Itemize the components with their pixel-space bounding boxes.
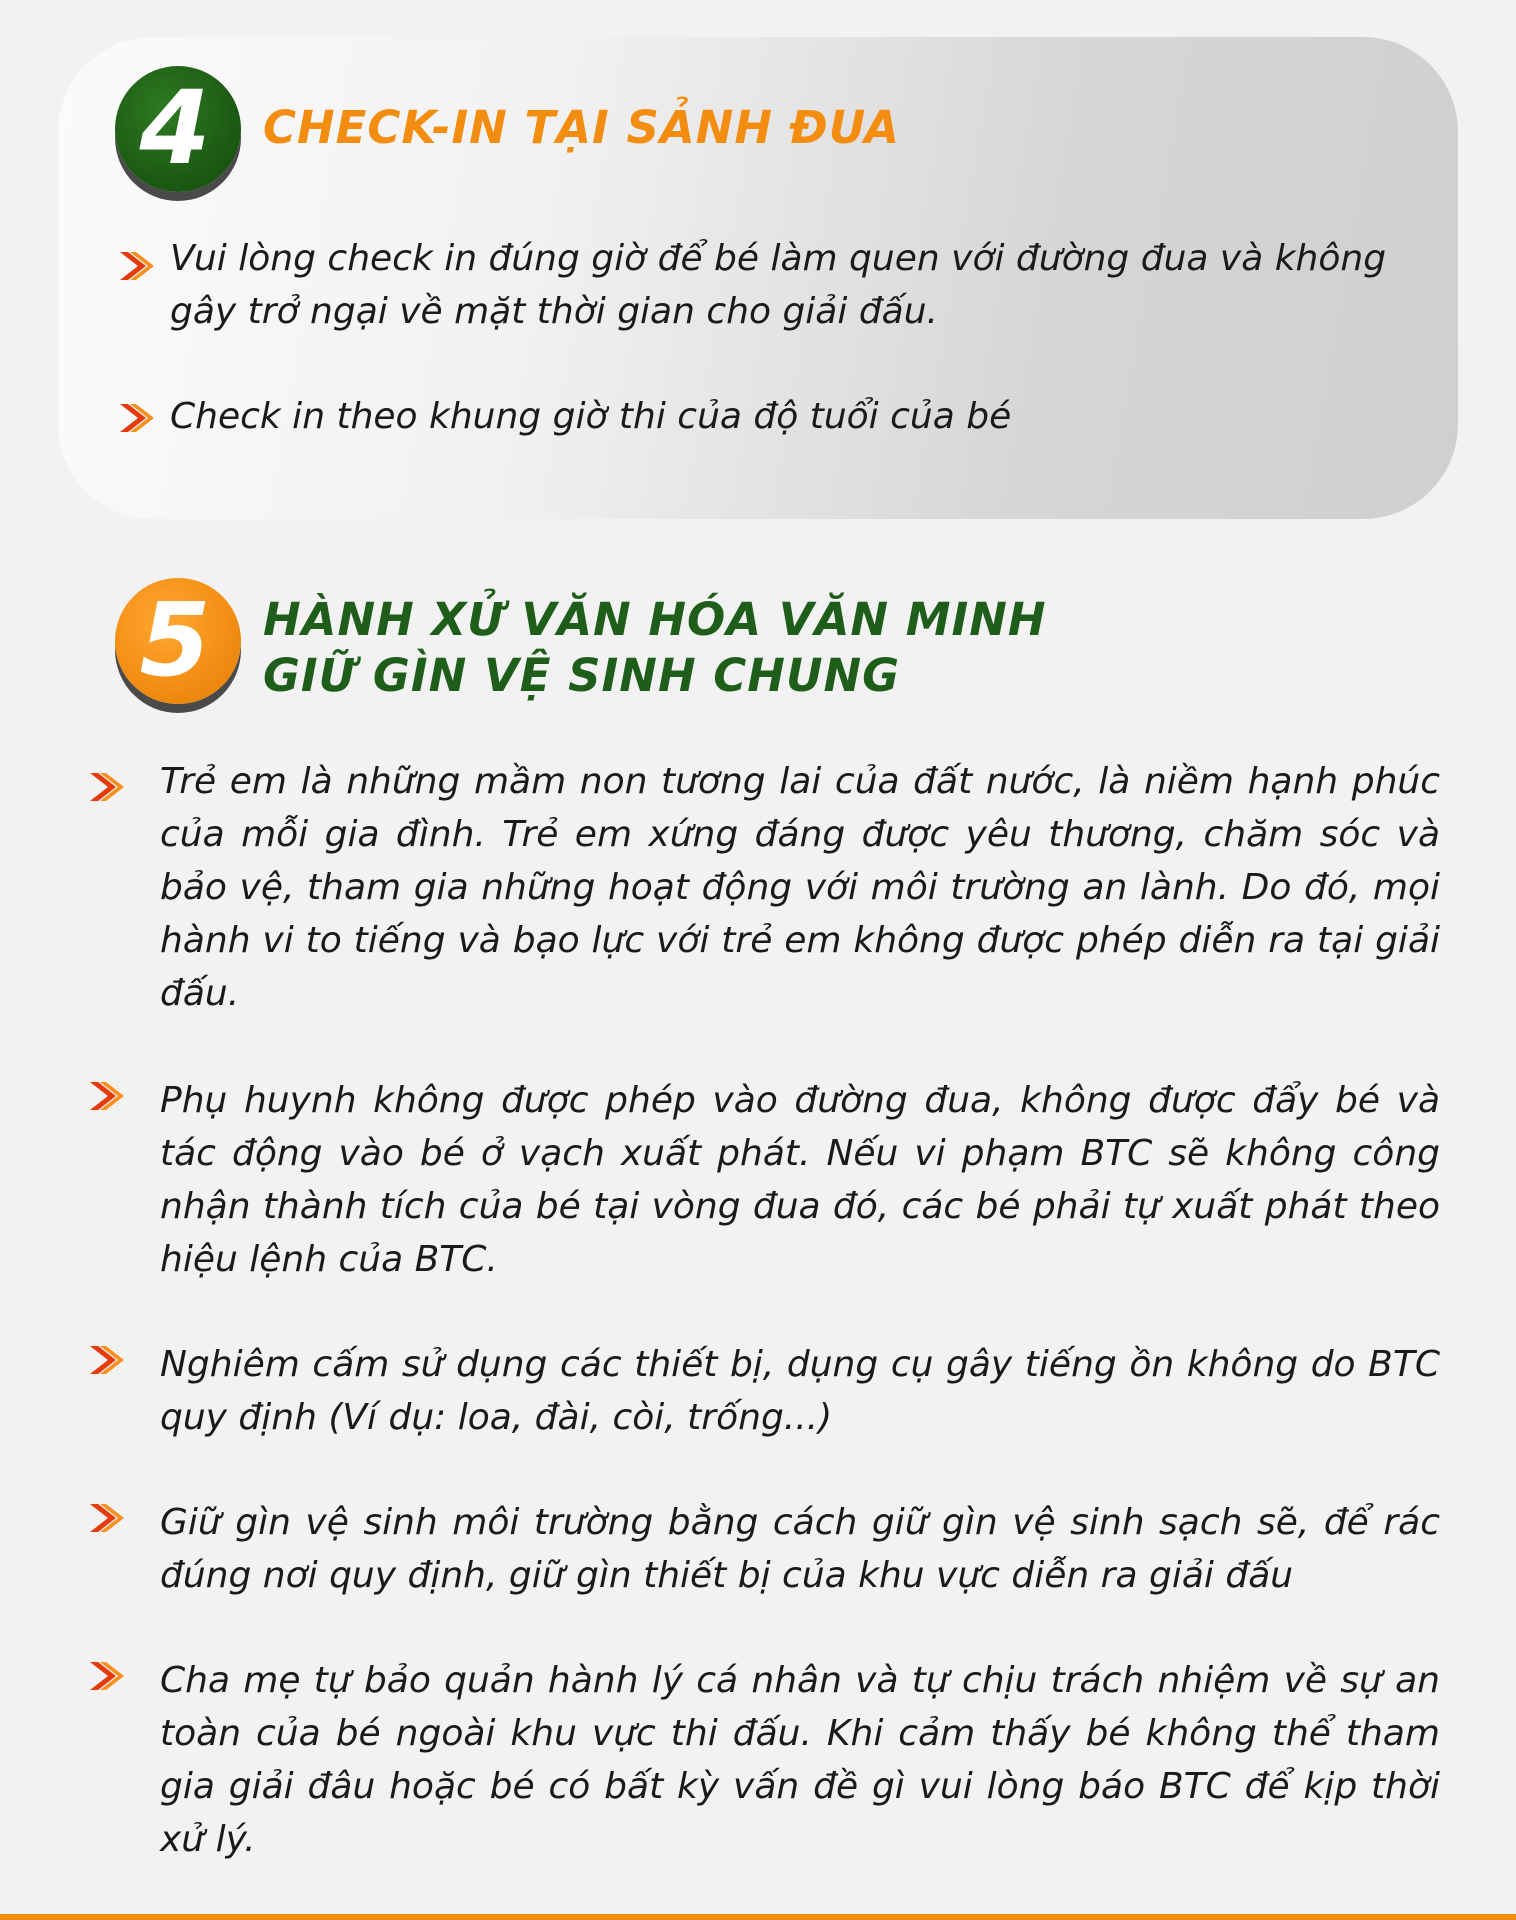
chevron-right-icon xyxy=(86,1076,126,1116)
list-item-text: Check in theo khung giờ thi của độ tuổi của bé xyxy=(170,396,1012,437)
list-item-text: Trẻ em là những mầm non tương lai của đất nước, là niềm hạnh phúc của mỗi gia đình. Trẻ em xứng đáng được yêu thương, chăm sóc và bảo vệ, tham gia những hoạt động với môi trường an lành. Do đó, mọi hành vi to tiếng và bạo lực với trẻ em không được phép diễn ra tại giải đấu. xyxy=(160,761,1440,1014)
section-5-title xyxy=(263,592,1047,704)
section-5-title-line-1: HÀNH XỬ VĂN HÓA VĂN MINH xyxy=(263,593,1047,646)
section-4-number: 4 xyxy=(139,69,211,188)
bottom-divider xyxy=(0,1914,1516,1920)
section-4-number-badge xyxy=(115,66,241,192)
chevron-right-icon xyxy=(116,246,156,286)
list-item-text: Nghiêm cấm sử dụng các thiết bị, dụng cụ gây tiếng ồn không do BTC quy định (Ví dụ: loa, đài, còi, trống...) xyxy=(160,1344,1440,1438)
list-item-text: Giữ gìn vệ sinh môi trường bằng cách giữ gìn vệ sinh sạch sẽ, để rác đúng nơi quy định, giữ gìn thiết bị của khu vực diễn ra giải đấu xyxy=(160,1502,1440,1596)
chevron-right-icon xyxy=(86,767,126,807)
section-5-title-line-2: GIỮ GÌN VỆ SINH CHUNG xyxy=(263,649,901,702)
section-5-number: 5 xyxy=(139,581,211,700)
section-4-title: CHECK-IN TẠI SẢNH ĐUA xyxy=(263,101,901,154)
chevron-right-icon xyxy=(116,398,156,438)
list-item-text: Cha mẹ tự bảo quản hành lý cá nhân và tự chịu trách nhiệm về sự an toàn của bé ngoài khu vực thi đấu. Khi cảm thấy bé không thể tham gia giải đâu hoặc bé có bất kỳ vấn đề gì vui lòng báo BTC để kịp thời xử lý. xyxy=(160,1660,1440,1860)
chevron-right-icon xyxy=(86,1340,126,1380)
chevron-right-icon xyxy=(86,1498,126,1538)
section-5-number-badge xyxy=(115,578,241,704)
list-item-text: Phụ huynh không được phép vào đường đua, không được đẩy bé và tác động vào bé ở vạch xuất phát. Nếu vi phạm BTC sẽ không công nhận thành tích của bé tại vòng đua đó, các bé phải tự xuất phát theo hiệu lệnh của BTC. xyxy=(160,1080,1440,1280)
list-item-text: Vui lòng check in đúng giờ để bé làm quen với đường đua và không gây trở ngại về mặt thời gian cho giải đấu. xyxy=(170,238,1387,332)
chevron-right-icon xyxy=(86,1656,126,1696)
